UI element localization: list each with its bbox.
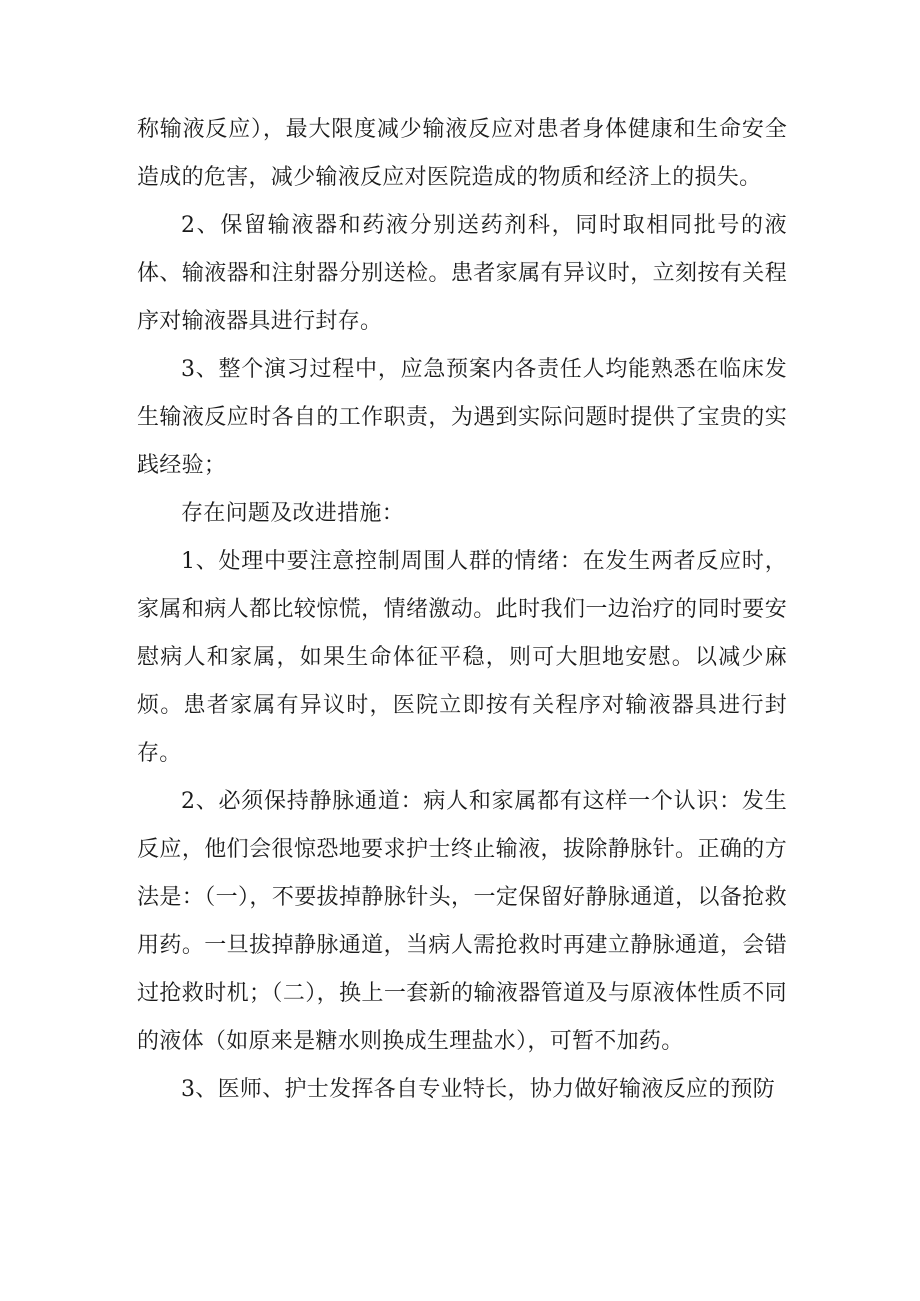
paragraph-6: 3、医师、护士发挥各自专业特长，协力做好输液反应的预防 bbox=[181, 1077, 776, 1102]
paragraph-1: 称输液反应），最大限度减少输液反应对患者身体健康和生命安全造成的危害，减少输液反应对医院造成的物质和经济上的损失。 bbox=[137, 117, 787, 190]
section-heading-issues: 存在问题及改进措施： bbox=[181, 501, 405, 526]
document-body bbox=[137, 106, 787, 1114]
paragraph-5: 2、必须保持静脉通道：病人和家属都有这样一个认识：发生反应，他们会很惊恐地要求护士终止输液，拔除静脉针。正确的方法是：（一），不要拔掉静脉针头，一定保留好静脉通道，以备抢救用药。一旦拔掉静脉通道，当病人需抢救时再建立静脉通道，会错过抢救时机；（二），换上一套新的输液器管道及与原液体性质不同的液体（如原来是糖水则换成生理盐水），可暂不加药。 bbox=[137, 789, 787, 1054]
paragraph-2: 2、保留输液器和药液分别送药剂科，同时取相同批号的液体、输液器和注射器分别送检。患者家属有异议时，立刻按有关程序对输液器具进行封存。 bbox=[137, 213, 787, 334]
paragraph-3: 3、整个演习过程中，应急预案内各责任人均能熟悉在临床发生输液反应时各自的工作职责，为遇到实际问题时提供了宝贵的实践经验； bbox=[137, 357, 787, 478]
paragraph-4: 1、处理中要注意控制周围人群的情绪：在发生两者反应时，家属和病人都比较惊慌，情绪激动。此时我们一边治疗的同时要安慰病人和家属，如果生命体征平稳，则可大胆地安慰。以减少麻烦。患者家属有异议时，医院立即按有关程序对输液器具进行封存。 bbox=[137, 549, 787, 766]
